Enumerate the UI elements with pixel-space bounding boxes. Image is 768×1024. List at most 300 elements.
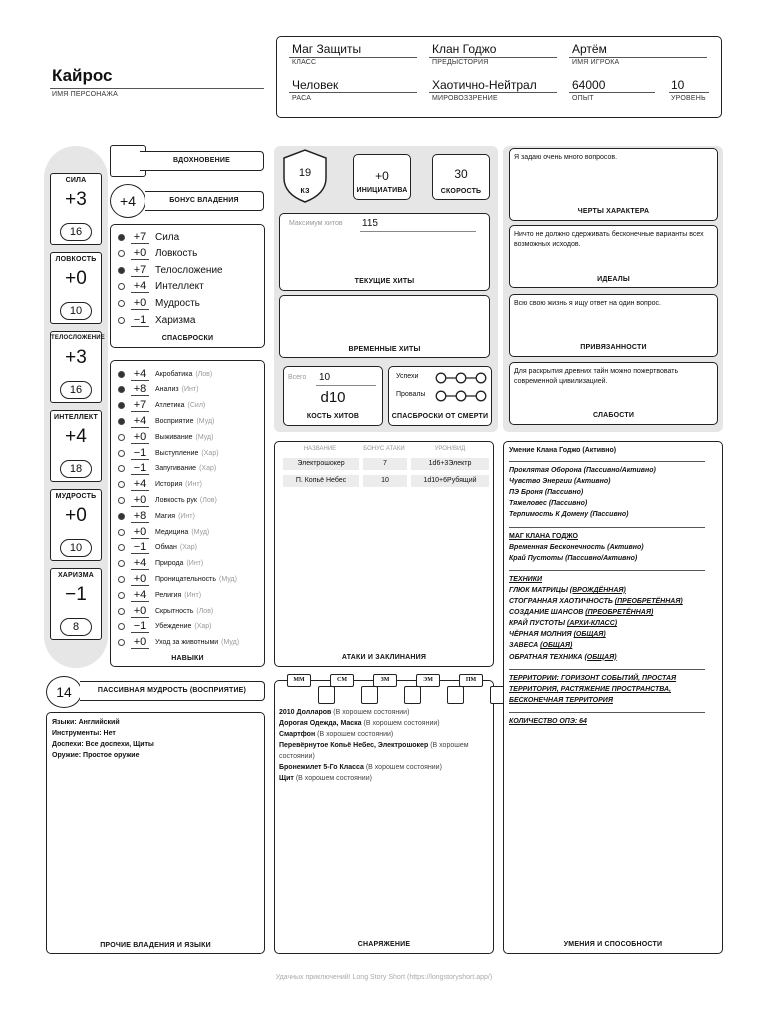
technique-name: ОБРАТНАЯ ТЕХНИКА	[509, 653, 583, 661]
ability-score[interactable]: 16	[69, 226, 83, 238]
death-saves-success-circles[interactable]	[435, 371, 487, 389]
equipment-item-note: (В хорошем состоянии)	[333, 709, 410, 716]
proficiency-dot-icon[interactable]	[118, 434, 125, 441]
max-hp-value[interactable]: 115	[362, 218, 378, 229]
traits-box	[509, 148, 718, 221]
saving-throw-row[interactable]	[111, 295, 200, 311]
proficiency-dot-icon[interactable]	[118, 317, 125, 324]
technique-item	[509, 596, 719, 607]
xp-label: ОПЫТ	[572, 95, 594, 102]
proficiency-label: БОНУС ВЛАДЕНИЯ	[169, 197, 239, 204]
coin-label: ММ	[293, 677, 305, 683]
saving-throw-mod: +7	[131, 231, 149, 244]
ability-box	[50, 489, 102, 561]
tools-line: Инструменты: Нет	[52, 730, 116, 737]
equipment-item[interactable]	[279, 773, 491, 784]
proficiency-dot-icon[interactable]	[118, 639, 125, 646]
attack-name[interactable]: П. Копьё Небес	[283, 475, 359, 487]
technique-name: КРАЙ ПУСТОТЫ	[509, 620, 566, 628]
technique-name: ЗАВЕСА	[509, 642, 539, 650]
saving-throw-mod: +4	[131, 280, 149, 293]
proficiency-dot-icon[interactable]	[118, 592, 125, 599]
class-line	[289, 57, 417, 58]
features-divider-1	[509, 461, 705, 462]
traits-text[interactable]: Я задаю очень много вопросов.	[514, 154, 618, 161]
ability-score[interactable]: 10	[69, 542, 83, 554]
proficiency-dot-icon[interactable]	[118, 623, 125, 630]
proficiency-dot-icon[interactable]	[118, 371, 125, 378]
passive-wisdom-value[interactable]: 14	[56, 684, 72, 700]
equipment-label: СНАРЯЖЕНИЕ	[357, 941, 411, 948]
technique-tag: (ОБЩАЯ)	[584, 653, 617, 661]
saving-throw-mod: +7	[131, 264, 149, 277]
skill-attribute: (Хар)	[201, 449, 219, 457]
skills-label: НАВЫКИ	[171, 655, 204, 662]
armor-line: Доспехи: Все доспехи, Щиты	[52, 741, 154, 748]
territory-text: ТЕРРИТОРИИ: ГОРИЗОНТ СОБЫТИЙ, ПРОСТАЯ	[509, 674, 677, 682]
skill-row[interactable]	[111, 540, 197, 556]
ability-label: ХАРИЗМА	[57, 572, 95, 579]
skill-name: Скрытность	[155, 607, 194, 615]
level-line	[669, 92, 709, 93]
territory-line	[509, 695, 719, 706]
race-value[interactable]: Человек	[292, 78, 339, 92]
armor-class-value[interactable]: 19	[298, 167, 312, 179]
skill-mod: +0	[131, 605, 149, 618]
attack-bonus[interactable]: 10	[363, 475, 407, 487]
equipment-item[interactable]	[279, 729, 491, 740]
coin-label-box	[459, 674, 483, 687]
skill-attribute: (Муд)	[218, 575, 237, 583]
feature-item: Временная Бесконечность (Активно)	[509, 543, 644, 551]
skill-attribute: (Хар)	[179, 544, 197, 552]
skill-row[interactable]	[111, 619, 212, 635]
saving-throw-name: Сила	[155, 231, 180, 243]
skill-name: Выступление	[155, 449, 199, 457]
skill-attribute: (Муд)	[191, 528, 210, 536]
coin-label: ЗМ	[380, 677, 390, 683]
current-hp-label: ТЕКУЩИЕ ХИТЫ	[354, 278, 415, 285]
skill-mod: −1	[131, 541, 149, 554]
features-group-passives	[509, 465, 719, 520]
speed-box	[432, 154, 490, 200]
hit-dice-box	[283, 366, 383, 426]
features-group-class	[509, 542, 719, 564]
passive-wisdom-circle	[46, 676, 82, 708]
bonds-box	[509, 294, 718, 357]
feature-item: Проклятая Оборона (Пассивно/Активно)	[509, 467, 656, 475]
equipment-item-name: Бронежилет 5-Го Класса	[279, 764, 364, 771]
skill-mod: −1	[131, 447, 149, 460]
ability-box	[50, 410, 102, 482]
attacks-header-bonus: БОНУС АТАКИ	[363, 446, 405, 452]
ability-modifier[interactable]: −1	[65, 584, 87, 605]
ability-modifier[interactable]: +4	[65, 426, 87, 447]
skill-name: Обман	[155, 544, 177, 552]
coin-value-box[interactable]	[404, 686, 421, 704]
skill-row[interactable]	[111, 429, 213, 445]
speed-label: СКОРОСТЬ	[440, 188, 482, 195]
initiative-label: ИНИЦИАТИВА	[356, 187, 408, 194]
skill-row[interactable]	[111, 571, 237, 587]
skill-mod: −1	[131, 620, 149, 633]
saving-throw-name: Телосложение	[155, 264, 223, 276]
skill-row[interactable]	[111, 524, 209, 540]
feature-item: Чувство Энергии (Активно)	[509, 478, 611, 486]
footer-text: Удачных приключений! Long Story Short (https://longstoryshort.app/)	[275, 974, 493, 981]
technique-item	[509, 640, 719, 651]
equipment-item-name: Дорогая Одежда, Маска	[279, 720, 362, 727]
features-divider-2	[509, 527, 705, 528]
skill-mod: −1	[131, 462, 149, 475]
ability-score-oval	[60, 618, 92, 636]
skill-attribute: (Муд)	[221, 639, 240, 647]
passive-wisdom-label: ПАССИВНАЯ МУДРОСТЬ (ВОСПРИЯТИЕ)	[97, 687, 247, 694]
feature-clan-skill: Умение Клана Годжо (Активно)	[509, 447, 617, 454]
technique-tag: (ПРЕОБРЕТЁННАЯ)	[585, 609, 654, 617]
feature-item: Тяжеловес (Пассивно)	[509, 500, 588, 508]
skill-attribute: (Инт)	[186, 560, 204, 568]
features-text[interactable]	[509, 445, 719, 727]
technique-tag: (АРХИ-КЛАСС)	[567, 620, 618, 628]
technique-tag: (ВРОЖДЁННАЯ)	[569, 586, 626, 594]
background-value[interactable]: Клан Годжо	[432, 42, 497, 56]
coin-value-box[interactable]	[361, 686, 378, 704]
features-group-techniques	[509, 585, 719, 663]
ability-box	[50, 568, 102, 640]
feature-class-title: МАГ КЛАНА ГОДЖО	[509, 532, 578, 540]
ability-box	[50, 252, 102, 324]
flaws-text[interactable]: Для раскрытия древних тайн можно пожертвовать современной цивилизацией.	[514, 368, 679, 385]
max-hp-line	[360, 231, 476, 232]
death-saves-fail-label: Провалы	[396, 391, 426, 398]
skill-row[interactable]	[111, 382, 198, 398]
equipment-item-note: (В хорошем состоянии)	[363, 720, 440, 727]
level-value[interactable]: 10	[671, 78, 685, 92]
death-saves-fail-circles[interactable]	[435, 389, 487, 407]
max-hp-label: Максимум хитов	[289, 220, 343, 227]
technique-tag: (ОБЩАЯ)	[540, 642, 573, 650]
features-label: УМЕНИЯ И СПОСОБНОСТИ	[563, 941, 663, 948]
skill-attribute: (Хар)	[199, 465, 217, 473]
technique-item	[509, 618, 719, 629]
skill-attribute: (Муд)	[196, 417, 215, 425]
coin-label-box	[373, 674, 397, 687]
skill-name: История	[155, 481, 183, 489]
equipment-list	[279, 707, 491, 784]
header-box	[276, 36, 722, 118]
saving-throw-mod: +0	[131, 297, 149, 310]
other-proficiencies-box	[46, 712, 265, 954]
attacks-box	[274, 441, 494, 667]
background-label: ПРЕДЫСТОРИЯ	[432, 59, 489, 66]
ability-score[interactable]: 10	[69, 305, 83, 317]
temp-hp-box	[279, 295, 490, 358]
equipment-item-name: Перевёрнутое Копьё Небес, Электрошокер	[279, 742, 429, 749]
equipment-item[interactable]	[279, 707, 491, 718]
equipment-item-name: Смартфон	[279, 731, 316, 738]
equipment-item-note: (В хорошем состоянии)	[295, 775, 372, 782]
saving-throws-box	[110, 224, 265, 348]
proficiency-dot-icon[interactable]	[118, 418, 125, 425]
race-label: РАСА	[292, 95, 312, 102]
saving-throws-label: СПАСБРОСКИ	[161, 335, 214, 342]
armor-class-label: КЗ	[300, 188, 310, 195]
proficiency-label-box	[145, 191, 264, 211]
skill-attribute: (Лов)	[199, 496, 217, 504]
technique-name: ГЛЮК МАТРИЦЫ	[509, 586, 568, 594]
proficiency-dot-icon[interactable]	[118, 560, 125, 567]
saving-throw-name: Харизма	[155, 314, 196, 326]
proficiency-dot-icon[interactable]	[118, 513, 125, 520]
skill-row[interactable]	[111, 508, 195, 524]
proficiency-dot-icon[interactable]	[118, 250, 125, 257]
saving-throw-row[interactable]	[111, 262, 223, 278]
class-value[interactable]: Маг Защиты	[292, 42, 362, 56]
ability-modifier[interactable]: +3	[65, 189, 87, 210]
skill-row[interactable]	[111, 413, 214, 429]
territory-line	[509, 673, 719, 684]
ability-box	[50, 173, 102, 245]
equipment-box	[274, 680, 494, 954]
skill-mod: +0	[131, 573, 149, 586]
weapons-line: Оружие: Простое оружие	[52, 752, 140, 759]
xp-line	[569, 92, 655, 93]
equipment-item-note: (В хорошем состоянии)	[279, 742, 469, 760]
saving-throw-row[interactable]	[111, 279, 204, 295]
skill-attribute: (Инт)	[178, 512, 195, 520]
technique-name: ЧЁРНАЯ МОЛНИЯ	[509, 631, 572, 639]
skill-name: Природа	[155, 560, 184, 568]
skill-row[interactable]	[111, 398, 205, 414]
bonds-text[interactable]: Всю свою жизнь я ищу ответ на один вопрос.	[514, 300, 661, 307]
hit-dice-label: КОСТЬ ХИТОВ	[306, 413, 360, 420]
hit-dice-value[interactable]: d10	[320, 389, 346, 406]
skill-mod: +4	[131, 368, 149, 381]
coin-value-box[interactable]	[318, 686, 335, 704]
skill-mod: +0	[131, 494, 149, 507]
proficiency-dot-icon[interactable]	[118, 283, 125, 290]
feature-energy-count: КОЛИЧЕСТВО ОПЭ: 64	[509, 717, 587, 725]
technique-tag: (ПРЕОБРЕТЁННАЯ)	[614, 598, 683, 606]
skill-attribute: (Хар)	[194, 623, 212, 631]
other-proficiencies-label: ПРОЧИЕ ВЛАДЕНИЯ И ЯЗЫКИ	[100, 942, 211, 949]
skill-attribute: (Муд)	[195, 433, 214, 441]
technique-item	[509, 585, 719, 596]
proficiency-dot-icon[interactable]	[118, 402, 125, 409]
skill-row[interactable]	[111, 461, 216, 477]
ability-label: ТЕЛОСЛОЖЕНИЕ	[51, 335, 105, 341]
skill-mod: +4	[131, 557, 149, 570]
skill-row[interactable]	[111, 556, 203, 572]
saving-throw-row[interactable]	[111, 312, 195, 328]
skill-mod: +0	[131, 431, 149, 444]
initiative-value[interactable]: +0	[375, 169, 389, 183]
saving-throw-name: Интеллект	[155, 281, 204, 293]
skill-mod: +0	[131, 526, 149, 539]
feature-item: Терпимость К Домену (Пассивно)	[509, 511, 629, 519]
ability-modifier[interactable]: +3	[65, 347, 87, 368]
features-group-territories	[509, 673, 719, 706]
skill-mod: +7	[131, 399, 149, 412]
proficiency-value[interactable]: +4	[120, 193, 136, 209]
attacks-label: АТАКИ И ЗАКЛИНАНИЯ	[341, 654, 427, 661]
skill-name: Магия	[155, 512, 176, 520]
equipment-item-name: Щит	[279, 775, 294, 782]
technique-item	[509, 652, 719, 663]
proficiency-dot-icon[interactable]	[118, 608, 125, 615]
saving-throw-name: Мудрость	[155, 297, 200, 309]
temp-hp-label: ВРЕМЕННЫЕ ХИТЫ	[348, 346, 421, 353]
ability-modifier[interactable]: +0	[65, 268, 87, 289]
saving-throw-row[interactable]	[111, 229, 179, 245]
ideals-box	[509, 225, 718, 288]
features-divider-3	[509, 570, 705, 571]
initiative-box	[353, 154, 411, 200]
death-saves-box	[388, 366, 492, 426]
proficiency-dot-icon[interactable]	[118, 576, 125, 583]
skill-mod: +8	[131, 383, 149, 396]
skill-row[interactable]	[111, 635, 239, 651]
ability-score-oval	[60, 539, 92, 557]
other-proficiencies-text[interactable]	[52, 717, 154, 761]
proficiency-dot-icon[interactable]	[118, 234, 125, 241]
skill-name: Религия	[155, 591, 182, 599]
feature-techniques-title: ТЕХНИКИ	[509, 575, 543, 583]
race-line	[289, 92, 417, 93]
skill-attribute: (Лов)	[196, 607, 214, 615]
proficiency-dot-icon[interactable]	[118, 450, 125, 457]
proficiency-dot-icon[interactable]	[118, 386, 125, 393]
hit-dice-total-value[interactable]: 10	[319, 372, 331, 383]
inspiration-label-box	[140, 151, 264, 171]
ability-score[interactable]: 8	[72, 621, 80, 633]
skill-mod: +0	[131, 636, 149, 649]
technique-name: СОЗДАНИЕ ШАНСОВ	[509, 609, 584, 617]
death-saves-label: СПАСБРОСКИ ОТ СМЕРТИ	[391, 413, 489, 420]
skill-name: Проницательность	[155, 575, 216, 583]
features-box	[503, 441, 723, 954]
equipment-item[interactable]	[279, 718, 491, 729]
saving-throw-mod: +0	[131, 247, 149, 260]
speed-value[interactable]: 30	[454, 167, 468, 181]
skill-name: Анализ	[155, 386, 179, 394]
saving-throw-name: Ловкость	[155, 248, 198, 260]
skill-name: Запугивание	[155, 465, 197, 473]
character-name[interactable]: Кайрос	[52, 66, 113, 85]
inspiration-label: ВДОХНОВЕНИЕ	[173, 157, 230, 164]
passive-wisdom-label-box	[80, 681, 265, 701]
skills-box	[110, 360, 265, 667]
ability-score-oval	[60, 381, 92, 399]
attack-damage[interactable]: 1d10+6Рубящий	[411, 475, 489, 487]
attack-name[interactable]: Электрошокер	[283, 458, 359, 470]
technique-tag: (ОБЩАЯ)	[573, 631, 606, 639]
skill-name: Восприятие	[155, 417, 194, 425]
coin-label: ЭМ	[423, 677, 433, 683]
current-hp-box	[279, 213, 490, 291]
ability-score[interactable]: 16	[69, 384, 83, 396]
ability-score-oval	[60, 223, 92, 241]
skill-name: Атлетика	[155, 402, 185, 410]
skill-row[interactable]	[111, 477, 202, 493]
saving-throw-mod: −1	[131, 314, 149, 327]
alignment-line	[429, 92, 557, 93]
flaws-label: СЛАБОСТИ	[592, 412, 635, 419]
coin-label-box	[416, 674, 440, 687]
equipment-item[interactable]	[279, 740, 491, 762]
coin-label: СМ	[337, 677, 347, 683]
skill-name: Ловкость рук	[155, 496, 197, 504]
languages-line: Языки: Английский	[52, 719, 120, 726]
coin-label: ПМ	[465, 677, 477, 683]
coin-label-box	[287, 674, 311, 687]
proficiency-dot-icon[interactable]	[118, 465, 125, 472]
proficiency-dot-icon[interactable]	[118, 497, 125, 504]
player-value[interactable]: Артём	[572, 42, 607, 56]
proficiency-dot-icon[interactable]	[118, 267, 125, 274]
territory-text: БЕСКОНЕЧНАЯ ТЕРРИТОРИЯ	[509, 696, 613, 704]
proficiency-dot-icon[interactable]	[118, 529, 125, 536]
skill-name: Медицина	[155, 528, 189, 536]
equipment-item-name: 2010 Долларов	[279, 709, 332, 716]
death-saves-success-label: Успехи	[396, 373, 419, 380]
territory-line	[509, 684, 719, 695]
skill-row[interactable]	[111, 603, 213, 619]
saving-throw-row[interactable]	[111, 246, 197, 262]
skill-row[interactable]	[111, 587, 201, 603]
hit-dice-total-label: Всего	[288, 374, 307, 381]
xp-value[interactable]: 64000	[572, 78, 606, 92]
skill-name: Убеждение	[155, 623, 192, 631]
skill-row[interactable]	[111, 445, 219, 461]
attack-bonus[interactable]: 7	[363, 458, 407, 470]
skill-attribute: (Лов)	[195, 370, 213, 378]
ability-score[interactable]: 18	[69, 463, 83, 475]
skill-mod: +8	[131, 510, 149, 523]
alignment-value[interactable]: Хаотично-Нейтрал	[432, 78, 537, 92]
skill-row[interactable]	[111, 492, 217, 508]
ability-label: МУДРОСТЬ	[55, 493, 97, 500]
equipment-item[interactable]	[279, 762, 491, 773]
attack-damage[interactable]: 1d6+3Электр	[411, 458, 489, 470]
territory-text: ТЕРРИТОРИЯ, РАСТЯЖЕНИЕ ПРОСТРАНСТВА,	[509, 685, 672, 693]
equipment-item-note: (В хорошем состоянии)	[365, 764, 442, 771]
skill-attribute: (Инт)	[181, 386, 199, 394]
ideals-text[interactable]: Ничто не должно сдерживать бесконечные варианты всех возможных исходов.	[514, 231, 704, 248]
level-label: УРОВЕНЬ	[671, 95, 706, 102]
proficiency-dot-icon[interactable]	[118, 481, 125, 488]
ability-label: СИЛА	[65, 177, 87, 184]
skill-mod: +4	[131, 478, 149, 491]
proficiency-dot-icon[interactable]	[118, 544, 125, 551]
skill-attribute: (Инт)	[184, 591, 202, 599]
skill-attribute: (Инт)	[185, 481, 202, 489]
ability-modifier[interactable]: +0	[65, 505, 87, 526]
coin-label-box	[330, 674, 354, 687]
ability-label: ЛОВКОСТЬ	[55, 256, 97, 263]
skill-row[interactable]	[111, 366, 212, 382]
coin-value-box[interactable]	[447, 686, 464, 704]
feature-item: ПЭ Броня (Пассивно)	[509, 489, 584, 497]
proficiency-dot-icon[interactable]	[118, 300, 125, 307]
skill-mod: +4	[131, 589, 149, 602]
technique-item	[509, 629, 719, 640]
skill-attribute: (Сил)	[187, 402, 206, 410]
ideals-label: ИДЕАЛЫ	[597, 276, 630, 283]
alignment-label: МИРОВОЗЗРЕНИЕ	[432, 95, 498, 102]
skill-name: Акробатика	[155, 370, 193, 378]
